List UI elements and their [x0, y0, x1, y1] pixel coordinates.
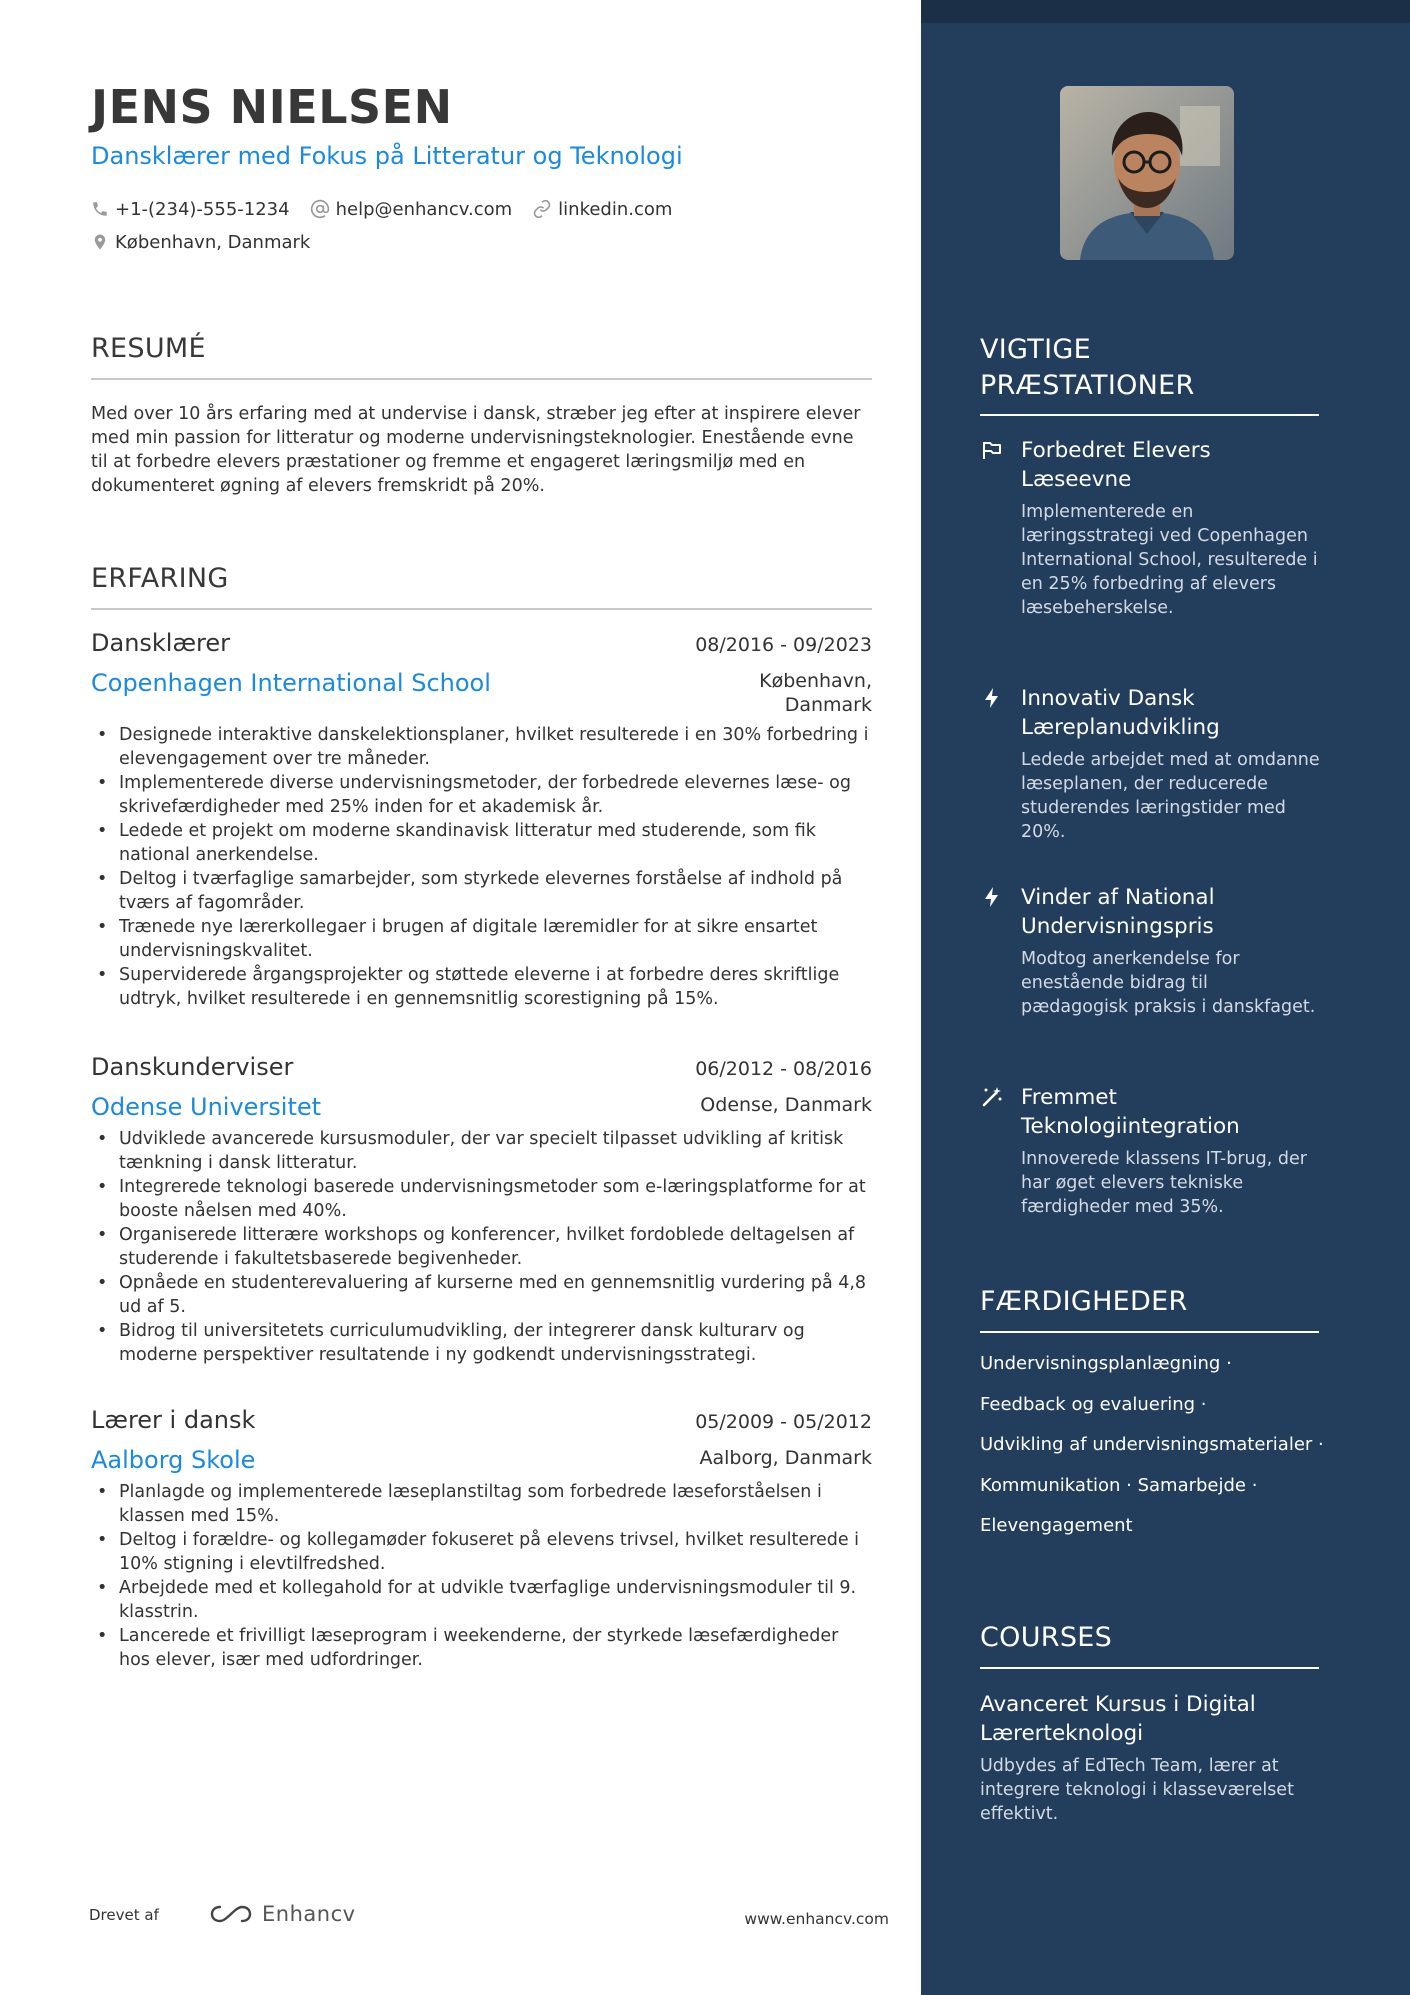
job-location-line: Aalborg, Danmark	[699, 1447, 872, 1469]
skill-line: Udvikling af undervisningsmaterialer ·	[980, 1434, 1324, 1455]
job-company: Odense Universitet	[91, 1093, 322, 1121]
bullet-item: • Deltog i tværfaglige samarbejder, som styrkede elevernes forståelse af indhold på tværs af fagområder.	[91, 867, 872, 915]
achievement-title: Fremmet Teknologiintegration	[1021, 1085, 1240, 1139]
skill-line: Undervisningsplanlægning ·	[980, 1353, 1232, 1374]
phone-text: +1-(234)-555-1234	[115, 198, 290, 220]
job-company: Aalborg Skole	[91, 1446, 256, 1474]
achievement-item	[980, 883, 1320, 1019]
bullet-item: • Opnåede en studenterevaluering af kurserne med en gennemsnitlig vurdering på 4,8 ud af 5.	[91, 1271, 872, 1319]
candidate-title: Dansklærer med Fokus på Litteratur og Teknologi	[91, 142, 683, 170]
lightning-icon	[980, 686, 1004, 710]
job-location	[700, 1093, 872, 1117]
achievements-heading-line: VIGTIGE	[980, 334, 1091, 365]
skill-line: Elevengagement	[980, 1515, 1133, 1536]
job-bullets	[91, 1127, 872, 1367]
bullet-item: • Arbejdede med et kollegahold for at udvikle tværfaglige undervisningsmoduler til 9. klasstrin.	[91, 1576, 872, 1624]
achievement-item	[980, 1083, 1320, 1219]
profile-photo	[1060, 86, 1234, 260]
bullet-item: • Deltog i forældre- og kollegamøder fokuseret på elevens trivsel, hvilket resulterede i 10% stigning i elevtilfredshed.	[91, 1528, 872, 1576]
skills-list	[980, 1353, 1340, 1556]
email-text: help@enhancv.com	[335, 198, 513, 220]
summary-heading: RESUMÉ	[91, 333, 206, 364]
summary-text: Med over 10 års erfaring med at undervise i dansk, stræber jeg efter at inspirere elever med min passion for litteratur og moderne undervisningsteknologier. Enestående evne til at forbedre elevers præstationer og fremme et engageret læringsmiljø med en dokumenteret øgning af elevers fremskridt på 20%.	[91, 404, 861, 496]
bullet-item: • Integrerede teknologi baserede undervisningsmetoder som e-læringsplatforme for at booste nåelsen med 40%.	[91, 1175, 872, 1223]
brand-logo[interactable]	[208, 1902, 356, 1926]
bullet-item: • Udviklede avancerede kursusmoduler, der var specielt tilpasset udvikling af kritisk tænkning i dansk litteratur.	[91, 1127, 872, 1175]
achievements-heading-line: PRÆSTATIONER	[980, 370, 1195, 401]
experience-heading: ERFARING	[91, 563, 229, 594]
skills-heading: FÆRDIGHEDER	[980, 1286, 1188, 1317]
sidebar	[921, 0, 1410, 1995]
magic-wand-icon	[980, 1085, 1004, 1109]
linkedin-contact[interactable]	[532, 199, 672, 220]
location-contact	[91, 232, 310, 253]
achievements-heading	[980, 332, 1195, 404]
skills-divider	[980, 1331, 1319, 1333]
course-description: Udbydes af EdTech Team, lærer at integrere teknologi i klasseværelset effektivt.	[980, 1756, 1294, 1824]
powered-by-label: Drevet af	[89, 1906, 159, 1924]
bullet-item: • Designede interaktive danskelektionsplaner, hvilket resulterede i en 30% forbedring i elevengagement over tre måneder.	[91, 723, 872, 771]
courses-divider	[980, 1667, 1319, 1669]
job-location-line: Odense, Danmark	[700, 1094, 872, 1116]
email-contact[interactable]	[310, 199, 513, 220]
link-icon	[532, 199, 552, 219]
achievement-title: Forbedret Elevers Læseevne	[1021, 438, 1211, 492]
infinity-logo-icon	[208, 1902, 254, 1926]
sidebar-top-band	[921, 0, 1410, 23]
portrait-image	[1060, 86, 1234, 260]
bullet-item: • Superviderede årgangsprojekter og støttede eleverne i at forbedre deres skriftlige udtryk, hvilket resulterede i en gennemsnitlig scorestigning på 15%.	[91, 963, 872, 1011]
courses-heading: COURSES	[980, 1622, 1113, 1653]
bullet-item: • Planlagde og implementerede læseplanstiltag som forbedrede læseforståelsen i klassen med 15%.	[91, 1480, 872, 1528]
job-date: 08/2016 - 09/2023	[695, 634, 872, 656]
contact-info	[91, 196, 692, 262]
bullet-item: • Implementerede diverse undervisningsmetoder, der forbedrede elevernes læse- og skrivefærdigheder med 25% inden for et akademisk år.	[91, 771, 872, 819]
achievement-title: Vinder af National Undervisningspris	[1021, 885, 1215, 939]
achievement-description: Innoverede klassens IT-brug, der har øget elevers tekniske færdigheder med 35%.	[1021, 1149, 1307, 1217]
experience-divider	[91, 608, 872, 610]
job-company: Copenhagen International School	[91, 669, 491, 697]
location-text: København, Danmark	[115, 231, 311, 253]
skill-line: Feedback og evaluering ·	[980, 1393, 1207, 1415]
bullet-item: • Trænede nye lærerkollegaer i brugen af digitale læremidler for at sikre ensartet undervisningskvalitet.	[91, 915, 872, 963]
achievement-item	[980, 684, 1320, 844]
candidate-name: JENS NIELSEN	[91, 80, 453, 134]
achievement-description: Implementerede en læringsstrategi ved Copenhagen International School, resulterede i en 25% forbedring af elevers læsebeherskelse.	[1021, 502, 1318, 618]
achievement-item	[980, 436, 1320, 620]
job-bullets	[91, 723, 872, 1011]
job-location-line: København,	[759, 670, 872, 692]
course-item	[980, 1690, 1325, 1826]
lightning-icon	[980, 885, 1004, 909]
course-title: Avanceret Kursus i Digital Lærerteknologi	[980, 1692, 1256, 1746]
job-location-line: Danmark	[784, 694, 872, 716]
job-bullets	[91, 1480, 872, 1672]
achievement-description: Ledede arbejdet med at omdanne læseplanen, der reducerede studerendes læringstider med 20%.	[1021, 750, 1320, 842]
phone-icon	[91, 200, 109, 218]
brand-name: Enhancv	[262, 1902, 356, 1926]
job-entry	[91, 1053, 872, 1367]
job-role: Danskunderviser	[91, 1053, 294, 1081]
job-location	[759, 669, 872, 717]
job-entry	[91, 1406, 872, 1672]
linkedin-text: linkedin.com	[558, 198, 673, 220]
bullet-item: • Organiserede litterære workshops og konferencer, hvilket fordoblede deltagelsen af studerende i fakultetsbaserede begivenheder.	[91, 1223, 872, 1271]
flag-icon	[980, 438, 1004, 462]
location-pin-icon	[91, 232, 109, 252]
bullet-item: • Ledede et projekt om moderne skandinavisk litteratur med studerende, som fik national anerkendelse.	[91, 819, 872, 867]
footer-url[interactable]: www.enhancv.com	[744, 1910, 889, 1928]
job-entry	[91, 629, 872, 1011]
at-icon	[310, 199, 330, 219]
job-role: Lærer i dansk	[91, 1406, 256, 1434]
bullet-item: • Bidrog til universitetets curriculumudvikling, der integrerer dansk kulturarv og moderne perspektiver resultatende i ny godkendt undervisningsstrategi.	[91, 1319, 872, 1367]
job-date: 05/2009 - 05/2012	[695, 1411, 872, 1433]
job-role: Dansklærer	[91, 629, 231, 657]
summary-divider	[91, 378, 872, 380]
skill-line: Kommunikation · Samarbejde ·	[980, 1474, 1258, 1496]
bullet-item: • Lancerede et frivilligt læseprogram i weekenderne, der styrkede læsefærdigheder hos elever, især med udfordringer.	[91, 1624, 872, 1672]
job-date: 06/2012 - 08/2016	[695, 1058, 872, 1080]
job-location	[699, 1446, 872, 1470]
achievement-description: Modtog anerkendelse for enestående bidrag til pædagogisk praksis i danskfaget.	[1021, 949, 1316, 1017]
phone-contact	[91, 199, 290, 220]
achievement-title: Innovativ Dansk Læreplanudvikling	[1021, 686, 1220, 740]
achievements-divider	[980, 414, 1319, 416]
